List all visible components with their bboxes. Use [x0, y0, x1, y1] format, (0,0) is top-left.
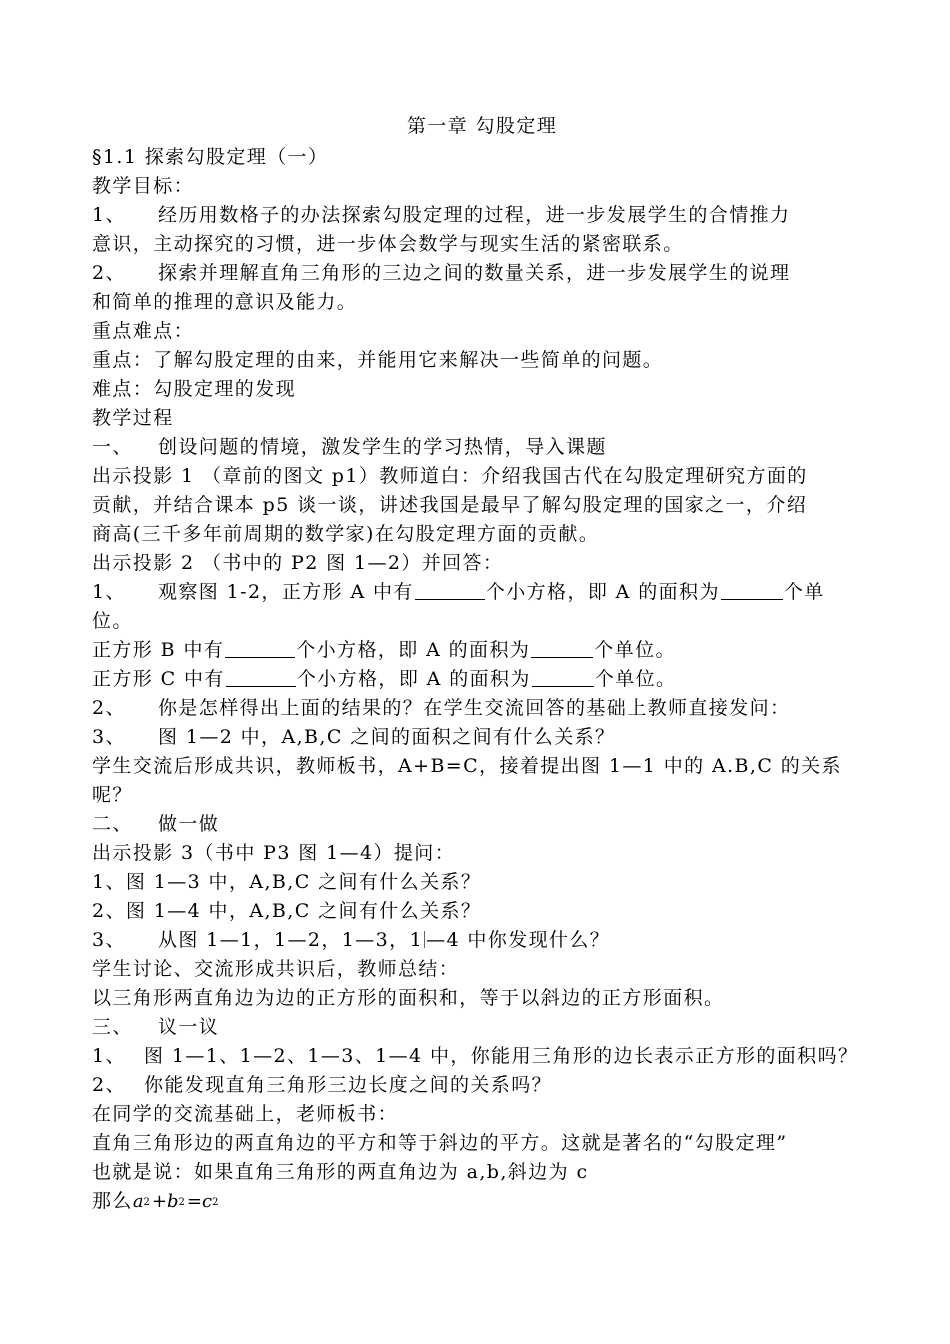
part-3-question-2-text: 你能发现直角三角形三边长度之间的关系吗？: [144, 1074, 553, 1096]
objective-2-number: 2、: [92, 262, 126, 284]
chapter-title: 第一章 勾股定理: [406, 115, 558, 137]
part-3-question-1-text: 图 1—1、1—2、1—3、1—4 中，你能用三角形的边长表示正方形的面积吗？: [144, 1045, 859, 1067]
answer-blank[interactable]: [226, 668, 296, 687]
square-b-text-a: 正方形 B 中有: [92, 639, 225, 661]
part-2-number: 二、: [92, 813, 133, 835]
objective-2-line-2: 和简单的推理的意识及能力。: [92, 291, 358, 313]
question-1-text-a: 观察图 1-2，正方形 A 中有: [158, 581, 414, 603]
part-2-heading: [92, 810, 872, 839]
question-1-number: 1、: [92, 581, 126, 603]
question-3-text: 图 1—2 中，A,B,C 之间的面积之间有什么关系？: [158, 726, 616, 748]
then-label: 那么: [92, 1190, 133, 1212]
consensus-line-2: 呢？: [92, 784, 133, 806]
part-1-number: 一、: [92, 436, 133, 458]
formula-c-exponent: 2: [212, 1197, 219, 1208]
projection-1-line-2: 贡献，并结合课本 p5 谈一谈，讲述我国是最早了解勾股定理的国家之一，介绍: [92, 494, 808, 516]
square-b-text-c: 个单位。: [594, 639, 676, 661]
part-2-question-2: 2、图 1—4 中，A,B,C 之间有什么关系？: [92, 900, 482, 922]
difficulty: 难点：勾股定理的发现: [92, 378, 297, 400]
key-point: 重点：了解勾股定理的由来，并能用它来解决一些简单的问题。: [92, 349, 664, 371]
part-2-question-3: [92, 926, 872, 955]
question-2-text: 你是怎样得出上面的结果的？在学生交流回答的基础上教师直接发问：: [158, 697, 791, 719]
square-c-text-a: 正方形 C 中有: [92, 668, 225, 690]
question-2-number: 2、: [92, 697, 126, 719]
objective-1-text: 经历用数格子的办法探索勾股定理的过程，进一步发展学生的合情推力: [158, 204, 791, 226]
part-2-text: 做一做: [158, 813, 220, 835]
square-c-text-b: 个小方格，即 A 的面积为: [296, 668, 531, 690]
square-b-line: [92, 636, 872, 665]
summary: 以三角形两直角边为边的正方形的面积和，等于以斜边的正方形面积。: [92, 987, 725, 1009]
part-1-heading: [92, 433, 872, 462]
answer-blank[interactable]: [225, 639, 295, 658]
square-b-text-b: 个小方格，即 A 的面积为: [296, 639, 531, 661]
objective-2-text: 探索并理解直角三角形的三边之间的数量关系，进一步发展学生的说理: [158, 262, 791, 284]
formula-line: [92, 1187, 872, 1216]
objectives-heading: 教学目标：: [92, 175, 195, 197]
square-c-text-c: 个单位。: [594, 668, 677, 690]
part-3-question-1-number: 1、: [92, 1045, 126, 1067]
part-3-text: 议一议: [158, 1016, 220, 1038]
pythagorean-formula: [133, 1191, 221, 1212]
part-3-heading: [92, 1013, 872, 1042]
objective-2-line-1: [92, 259, 872, 288]
objective-1-number: 1、: [92, 204, 126, 226]
process-heading: 教学过程: [92, 407, 174, 429]
answer-blank[interactable]: [415, 581, 485, 600]
part-2-question-1: 1、图 1—3 中，A,B,C 之间有什么关系？: [92, 871, 482, 893]
formula-a-exponent: 2: [143, 1197, 150, 1208]
formula-c: c: [202, 1191, 213, 1212]
formula-equals: =: [186, 1191, 203, 1212]
part-2-question-3-number: 3、: [92, 929, 126, 951]
question-1-text-c: 个单: [783, 581, 825, 603]
objective-1-line-2: 意识，主动探究的习惯，进一步体会数学与现实生活的紧密联系。: [92, 233, 684, 255]
projection-1-line-3: 商高(三千多年前周期的数学家)在勾股定理方面的贡献。: [92, 523, 600, 545]
projection-2: 出示投影 2 （书中的 P2 图 1—2）并回答：: [92, 552, 504, 574]
text-cursor-mark: [424, 931, 425, 948]
objective-1-line-1: [92, 201, 872, 230]
question-2: [92, 694, 872, 723]
question-3: [92, 723, 872, 752]
part-3-question-1: [92, 1042, 872, 1071]
part-3-question-2-number: 2、: [92, 1074, 126, 1096]
discussion: 学生讨论、交流形成共识后，教师总结：: [92, 958, 460, 980]
section-heading: §1.1 探索勾股定理（一）: [92, 146, 329, 168]
formula-b: b: [167, 1191, 179, 1212]
question-1: [92, 578, 872, 607]
question-1-continuation: 位。: [92, 610, 133, 632]
answer-blank[interactable]: [721, 581, 783, 600]
key-heading: 重点难点：: [92, 320, 195, 342]
projection-3: 出示投影 3（书中 P3 图 1—4）提问：: [92, 842, 456, 864]
question-1-text-b: 个小方格，即 A 的面积为: [485, 581, 720, 603]
part-1-text: 创设问题的情境，激发学生的学习热情，导入课题: [158, 436, 607, 458]
square-c-line: [92, 665, 872, 694]
answer-blank[interactable]: [532, 668, 594, 687]
consensus-line-1: 学生交流后形成共识，教师板书，A+B=C，接着提出图 1—1 中的 A.B,C 的关系: [92, 755, 842, 777]
formula-plus: +: [151, 1191, 168, 1212]
part-3-number: 三、: [92, 1016, 133, 1038]
document-page: [92, 112, 872, 1216]
theorem-restatement: 也就是说：如果直角三角形的两直角边为 a,b,斜边为 c: [92, 1161, 589, 1183]
projection-1-line-1: 出示投影 1 （章前的图文 p1）教师道白：介绍我国古代在勾股定理研究方面的: [92, 465, 808, 487]
part-2-question-3-text-a: 从图 1—1，1—2，1—3，1: [158, 929, 424, 951]
part-2-question-3-text-b: —4 中你发现什么？: [426, 929, 611, 951]
part-3-question-2: [92, 1071, 872, 1100]
answer-blank[interactable]: [531, 639, 593, 658]
board-intro: 在同学的交流基础上，老师板书：: [92, 1103, 399, 1125]
formula-b-exponent: 2: [178, 1197, 185, 1208]
question-3-number: 3、: [92, 726, 126, 748]
theorem-statement: 直角三角形边的两直角边的平方和等于斜边的平方。这就是著名的“勾股定理”: [92, 1132, 788, 1154]
formula-a: a: [132, 1191, 144, 1212]
